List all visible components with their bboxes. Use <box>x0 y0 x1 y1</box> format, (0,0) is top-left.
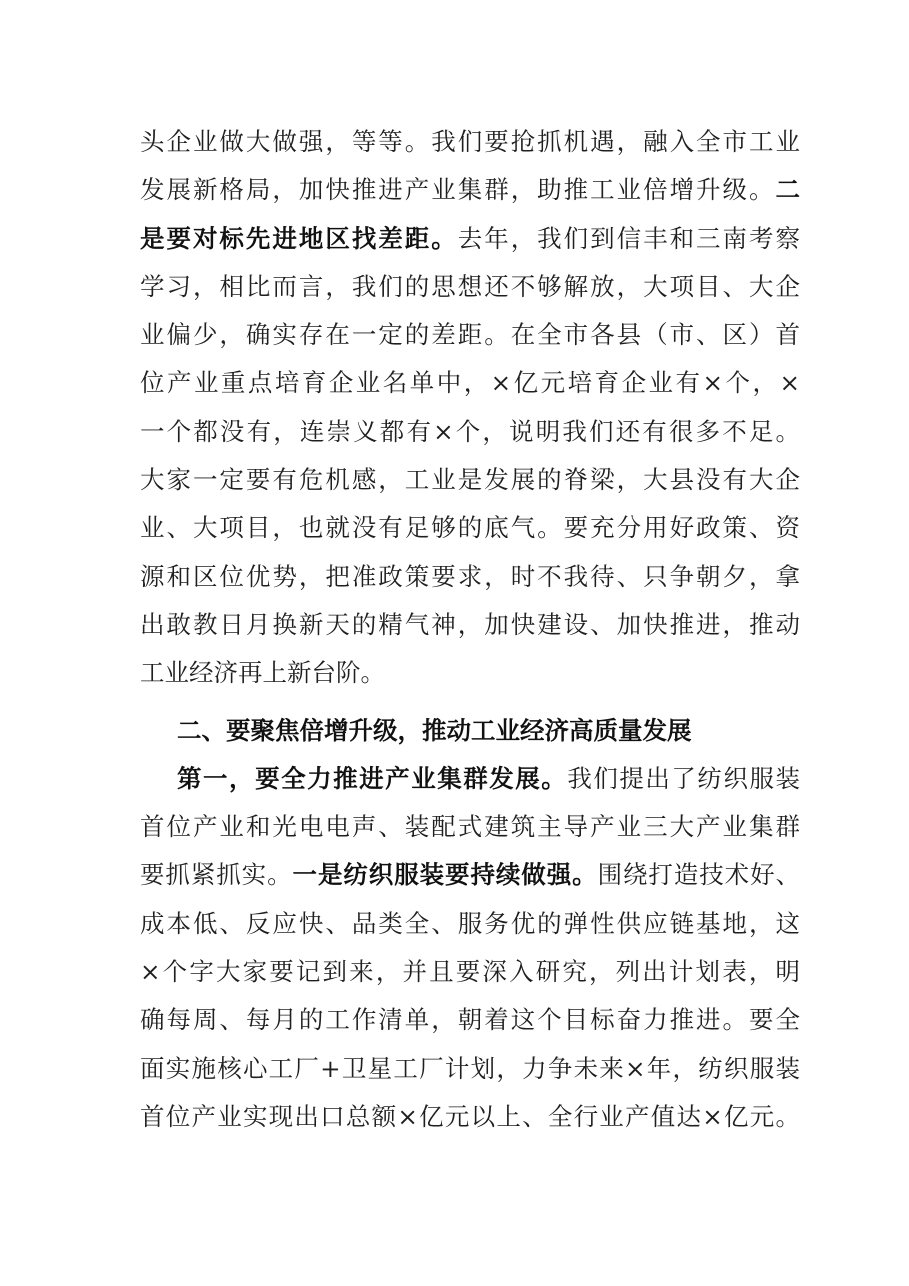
bold-text-segment: 是要对标先进地区找差距。 <box>140 223 458 253</box>
text-segment: 源和区位优势，把准政策要求，时不我待、只争朝夕，拿 <box>140 561 800 591</box>
text-segment: 面实施核心工厂+卫星工厂计划，力争未来×年，纺织服装 <box>140 1053 800 1083</box>
text-segment: 确每周、每月的工作清单，朝着这个目标奋力推进。要全 <box>140 1005 800 1035</box>
text-line <box>140 1093 800 1141</box>
text-line <box>140 504 800 552</box>
text-segment: 我们提出了纺织服装 <box>567 763 801 793</box>
text-segment: 要抓紧抓实。 <box>140 860 293 890</box>
text-segment: 头企业做大做强，等等。我们要抢抓机遇，融入全市工业 <box>140 127 800 156</box>
text-line <box>140 263 800 311</box>
text-line <box>140 755 800 803</box>
text-line <box>140 166 800 214</box>
paragraph-block-2 <box>140 755 800 1141</box>
text-line <box>140 215 800 263</box>
text-line <box>140 996 800 1044</box>
text-segment: 出敢教日月换新天的精气神，加快建设、加快推进，推动 <box>140 609 800 639</box>
text-segment: 大家一定要有危机感，工业是发展的脊梁，大县没有大企 <box>140 465 800 495</box>
text-line <box>140 601 800 649</box>
text-line <box>140 1045 800 1093</box>
text-line <box>140 118 800 166</box>
text-segment: 业、大项目，也就没有足够的底气。要充分用好政策、资 <box>140 513 800 543</box>
text-segment: 业偏少，确实存在一定的差距。在全市各县（市、区）首 <box>140 320 800 350</box>
bold-text-segment: 一是纺织服装要持续做强。 <box>292 860 598 890</box>
text-segment: 首位产业实现出口总额×亿元以上、全行业产值达×亿元。 <box>140 1101 800 1131</box>
text-segment: 首位产业和光电电声、装配式建筑主导产业三大产业集群 <box>140 812 800 842</box>
text-segment: ×个字大家要记到来，并且要深入研究，列出计划表，明 <box>140 957 800 987</box>
text-line <box>140 803 800 851</box>
bold-text-segment: 第一，要全力推进产业集群发展。 <box>177 763 568 793</box>
text-segment: 位产业重点培育企业名单中，×亿元培育企业有×个，× <box>140 368 800 398</box>
text-segment: 工业经济再上新台阶。 <box>140 658 385 688</box>
text-segment: 成本低、反应快、品类全、服务优的弹性供应链基地，这 <box>140 908 800 938</box>
text-line <box>140 851 800 899</box>
text-line <box>140 649 800 697</box>
text-segment: 发展新格局，加快推进产业集群，助推工业倍增升级。 <box>140 175 776 205</box>
text-line <box>140 553 800 601</box>
text-segment: 一个都没有，连崇义都有×个，说明我们还有很多不足。 <box>140 416 800 446</box>
text-line <box>140 456 800 504</box>
text-line <box>140 948 800 996</box>
text-segment: 去年，我们到信丰和三南考察 <box>457 223 800 253</box>
text-line <box>140 408 800 456</box>
section-gap <box>140 698 800 707</box>
paragraph-block-1 <box>140 118 800 698</box>
text-segment: 学习，相比而言，我们的思想还不够解放，大项目、大企 <box>140 271 800 301</box>
document-page <box>140 118 800 1141</box>
text-line <box>140 900 800 948</box>
section-heading: 二、要聚焦倍增升级，推动工业经济高质量发展 <box>177 715 692 745</box>
text-line <box>140 359 800 407</box>
bold-text-segment: 二 <box>775 175 800 205</box>
text-segment: 围绕打造技术好、 <box>597 860 801 890</box>
text-line <box>140 311 800 359</box>
